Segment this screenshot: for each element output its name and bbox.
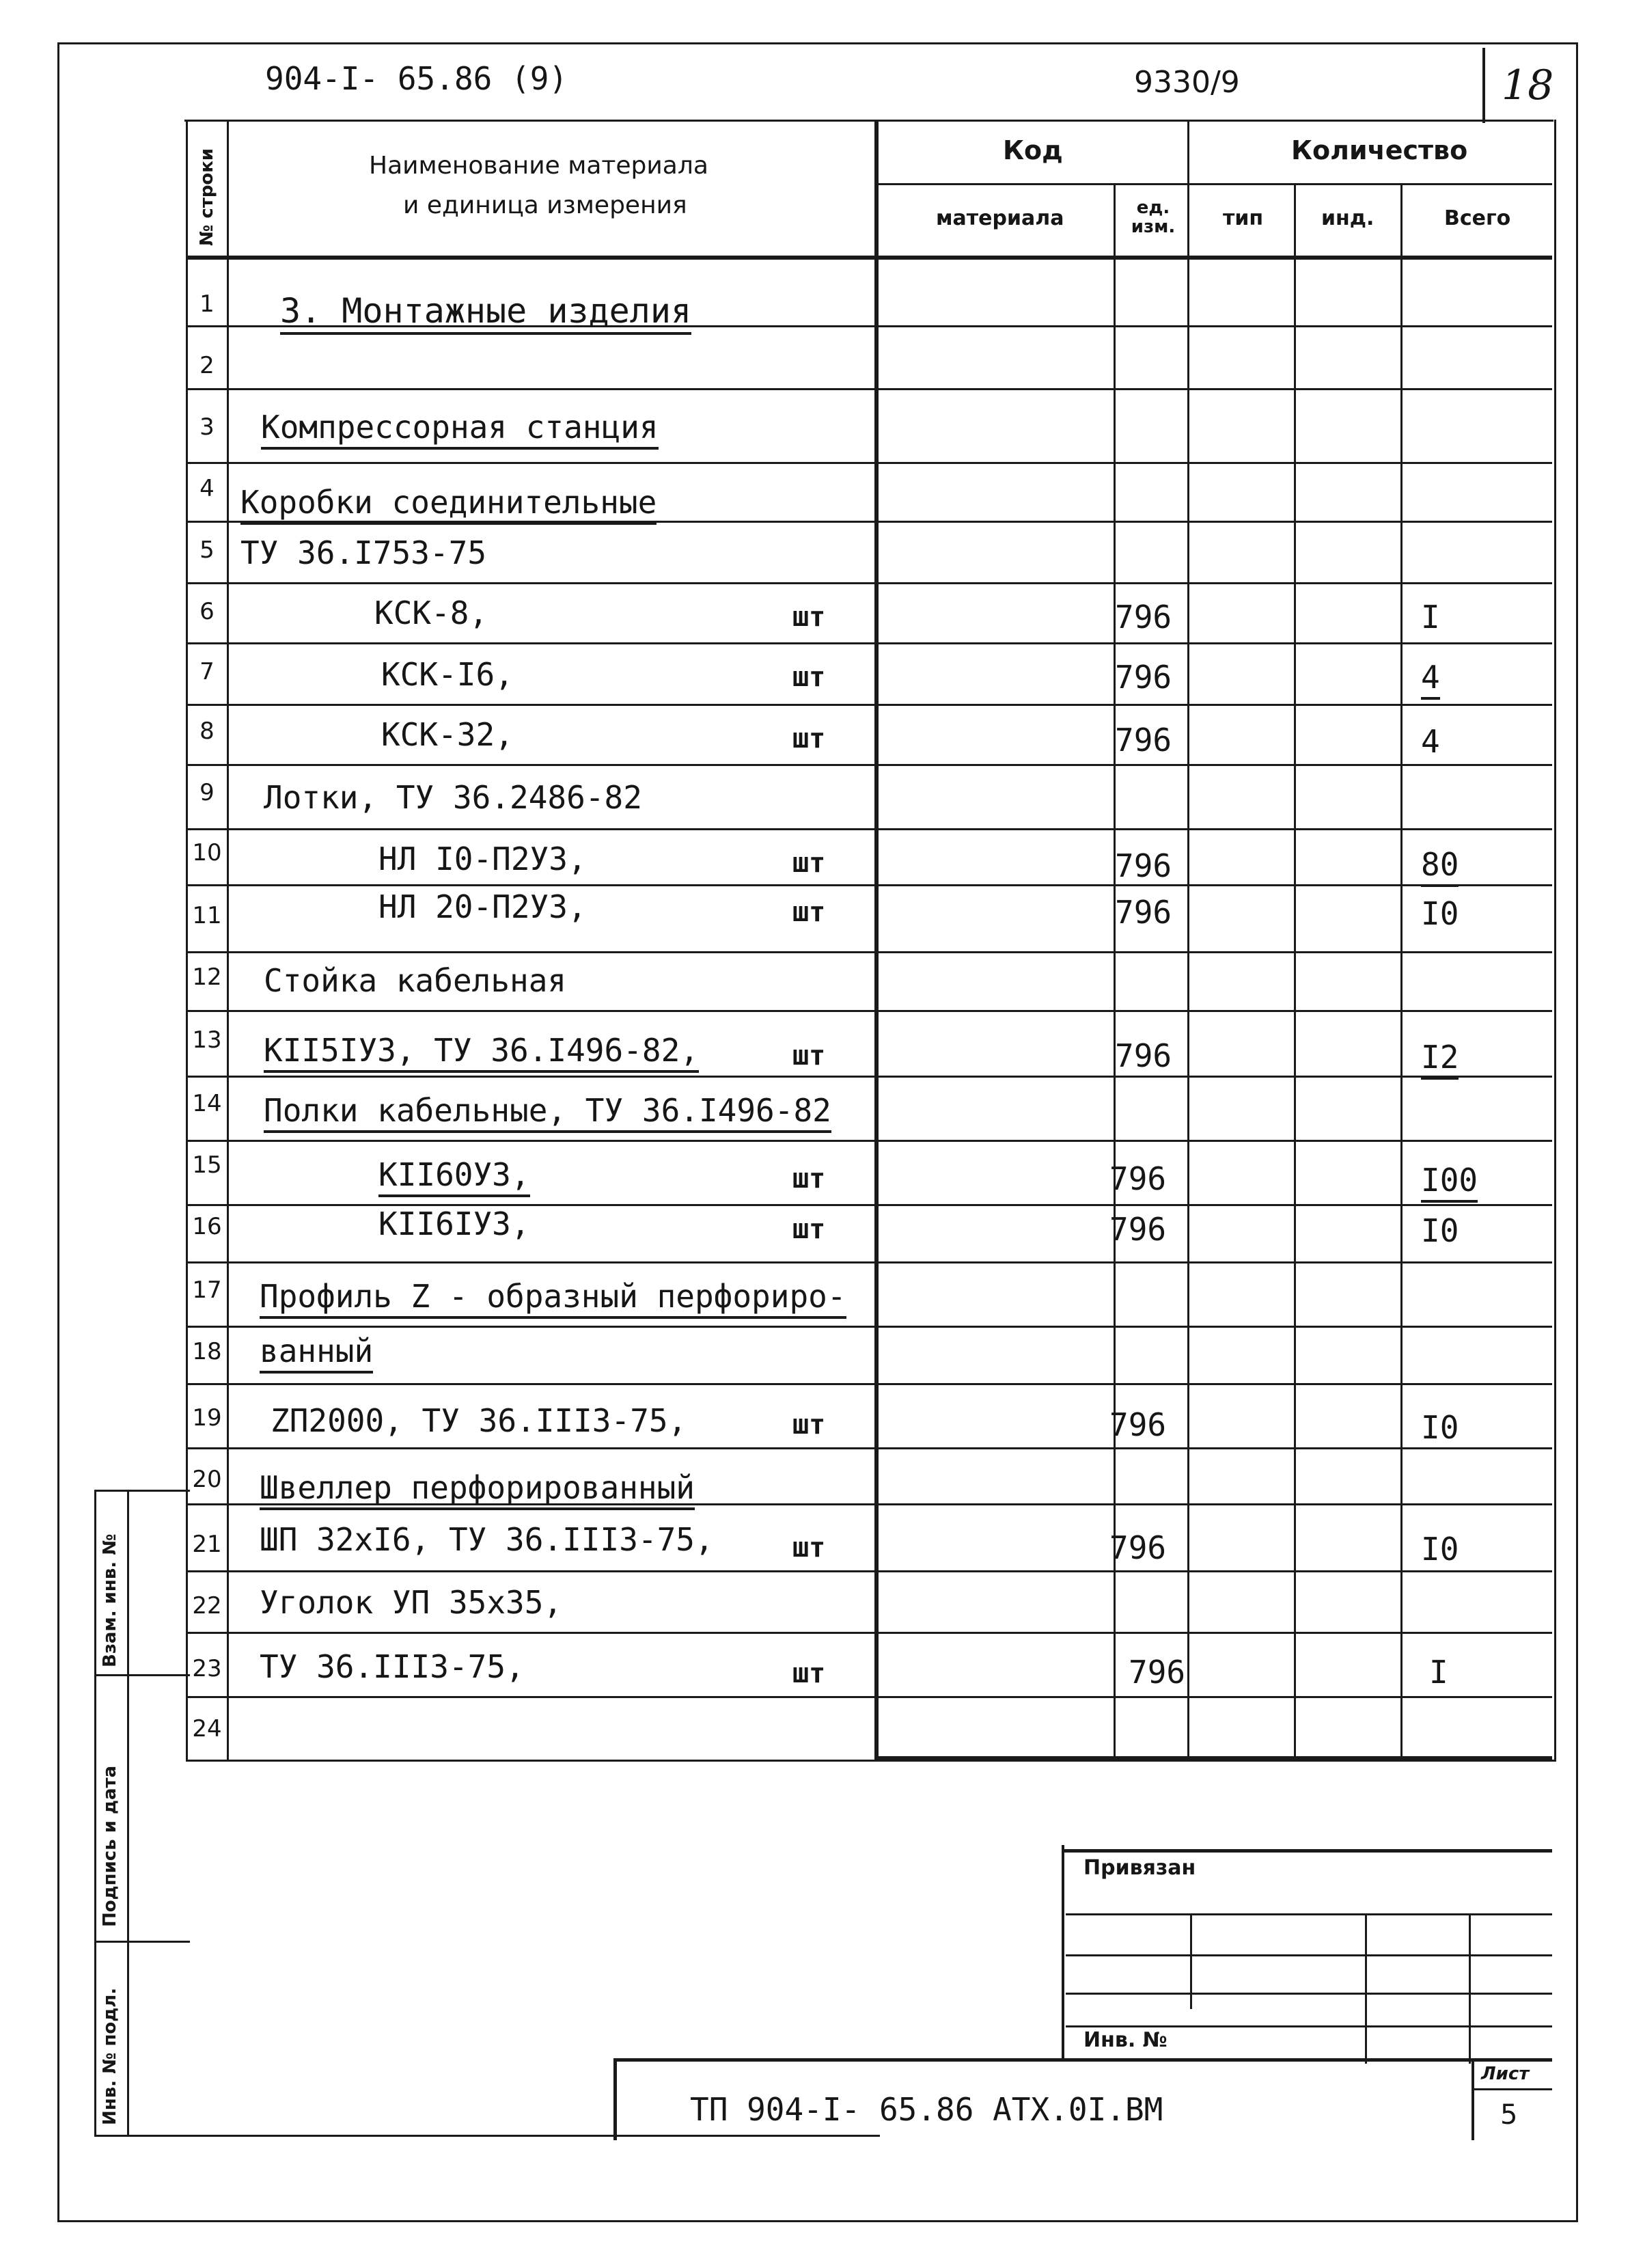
row-rule — [186, 1570, 1552, 1572]
row-rule — [186, 1261, 1552, 1263]
row-number: 20 — [192, 1466, 222, 1493]
row-rule — [186, 388, 1552, 390]
row-name: Компрессорная станция — [261, 409, 659, 446]
row-unit: шт — [792, 1409, 826, 1440]
document-designation: ТП 904-I- 65.86 АТХ.0I.ВМ — [690, 2091, 1163, 2128]
side-strip-top — [94, 1490, 190, 1492]
row-name: КII5IУ3, ТУ 36.I496-82, — [264, 1032, 699, 1069]
row-name: Полки кабельные, ТУ 36.I496-82 — [264, 1092, 831, 1129]
row-name: 3. Монтажные изделия — [280, 291, 691, 331]
col-code-divider — [1114, 185, 1116, 1760]
inv-no-label: Инв. № — [1083, 2028, 1168, 2052]
row-unit-code: 796 — [1109, 1406, 1167, 1443]
row-name: ванный — [260, 1333, 373, 1369]
row-name: КII6IУ3, — [378, 1205, 530, 1242]
title-sheet-rule — [1472, 2088, 1552, 2090]
quantity-type-header: тип — [1223, 206, 1264, 230]
quantity-ind-header: инд. — [1321, 206, 1375, 230]
row-number: 16 — [192, 1213, 222, 1240]
binding-vdiv-1 — [1190, 1913, 1192, 2009]
row-total: I0 — [1421, 1212, 1459, 1249]
row-number: 12 — [192, 964, 222, 991]
row-number: 9 — [199, 779, 215, 806]
row-total: I — [1429, 1654, 1448, 1691]
row-unit-code: 796 — [1115, 599, 1172, 636]
row-unit: шт — [792, 1658, 826, 1689]
row-name: ШП 32хI6, ТУ 36.III3-75, — [260, 1521, 714, 1558]
row-number: 17 — [192, 1276, 222, 1304]
row-number: 5 — [199, 536, 215, 564]
row-name: Швеллер перфорированный — [260, 1469, 695, 1506]
row-unit: шт — [792, 661, 826, 693]
row-number: 1 — [199, 290, 215, 318]
row-number-header: № строки — [197, 148, 217, 246]
binding-rule-1 — [1066, 1913, 1552, 1915]
binding-rule-3 — [1066, 1993, 1552, 1995]
row-name: НЛ I0-П2У3, — [378, 841, 587, 877]
binding-vdiv-2 — [1365, 1913, 1367, 2064]
row-number: 11 — [192, 902, 222, 929]
row-unit: шт — [792, 1532, 826, 1563]
row-rule — [186, 1010, 1552, 1012]
row-total: I2 — [1421, 1039, 1459, 1076]
doc-code: 904-I- 65.86 (9) — [265, 60, 568, 97]
row-number: 2 — [199, 352, 215, 379]
table-bottom-rule — [874, 1756, 1552, 1760]
code-unit-header: ед. изм. — [1131, 197, 1176, 237]
row-name: Стойка кабельная — [264, 962, 567, 999]
row-number: 10 — [192, 839, 222, 866]
row-name: НЛ 20-П2У3, — [378, 888, 587, 925]
row-total: I — [1421, 599, 1440, 636]
row-number: 14 — [192, 1090, 222, 1117]
page-number-handwritten: 18 — [1502, 62, 1554, 109]
row-rule — [186, 884, 1552, 886]
row-total: 4 — [1421, 659, 1440, 696]
side-strip-outer-line — [94, 1490, 96, 2136]
binding-top — [1062, 1849, 1552, 1853]
row-number: 19 — [192, 1404, 222, 1432]
col-unit-divider — [1187, 120, 1189, 1760]
row-unit: шт — [792, 847, 826, 879]
row-rule — [186, 1447, 1552, 1449]
row-name: КСК-32, — [381, 716, 514, 753]
row-name: КСК-I6, — [381, 656, 514, 693]
row-unit: шт — [792, 1040, 826, 1071]
code-material-header: материала — [936, 206, 1064, 230]
inv-podl-label: Инв. № подл. — [100, 1987, 120, 2125]
spec-table-frame — [186, 120, 1556, 1762]
row-total: I00 — [1421, 1162, 1478, 1199]
header-bottom-rule — [186, 256, 1552, 260]
row-unit-code: 796 — [1109, 1160, 1167, 1197]
row-unit-code: 796 — [1109, 1211, 1167, 1248]
name-header-line1: Наименование материала — [369, 152, 708, 180]
row-rule — [186, 704, 1552, 706]
row-number: 3 — [199, 413, 215, 441]
row-unit-code: 796 — [1109, 1529, 1167, 1566]
row-unit-code: 796 — [1115, 659, 1172, 696]
col-name-divider — [874, 120, 879, 1760]
row-total: 4 — [1421, 723, 1440, 760]
title-block-top — [613, 2058, 1552, 2062]
row-number: 8 — [199, 718, 215, 745]
col-ind-divider — [1400, 185, 1403, 1760]
row-unit-code: 796 — [1115, 847, 1172, 884]
row-name: ZП2000, ТУ 36.III3-75, — [271, 1402, 687, 1439]
row-unit: шт — [792, 723, 826, 754]
row-name: ТУ 36.III3-75, — [260, 1648, 525, 1685]
row-name: КII60У3, — [378, 1156, 530, 1193]
binding-rule-4 — [1066, 2025, 1552, 2027]
row-number: 22 — [192, 1592, 222, 1620]
row-total: I0 — [1421, 1531, 1459, 1568]
code-header: Код — [1003, 135, 1063, 165]
row-name: КСК-8, — [374, 595, 488, 631]
row-name: Уголок УП 35х35, — [260, 1584, 563, 1621]
row-number: 24 — [192, 1715, 222, 1743]
row-unit: шт — [792, 1214, 826, 1245]
row-unit-code: 796 — [1115, 722, 1172, 759]
row-total: I0 — [1421, 895, 1459, 932]
row-unit-code: 796 — [1115, 894, 1172, 931]
row-rule — [186, 1696, 1552, 1698]
row-total: 80 — [1421, 846, 1459, 883]
row-rule — [186, 1632, 1552, 1634]
row-number: 18 — [192, 1338, 222, 1365]
row-rule — [186, 582, 1552, 584]
title-sheet-divider — [1472, 2058, 1474, 2140]
row-rule — [186, 1326, 1552, 1328]
row-name: Коробки соединительные — [240, 484, 657, 521]
row-rule — [186, 828, 1552, 830]
quantity-header: Количество — [1291, 135, 1468, 165]
row-total: I0 — [1421, 1409, 1459, 1446]
side-strip-bottom — [94, 2135, 880, 2137]
row-rule — [186, 764, 1552, 766]
archive-number: 9330/9 — [1134, 65, 1240, 100]
row-number: 23 — [192, 1655, 222, 1682]
row-unit-code: 796 — [1129, 1654, 1186, 1691]
side-strip-div2 — [94, 1941, 190, 1943]
binding-vdiv-3 — [1469, 1913, 1471, 2064]
podpis-data-label: Подпись и дата — [100, 1765, 120, 1927]
row-unit: шт — [792, 1163, 826, 1194]
row-number: 13 — [192, 1026, 222, 1054]
row-number: 7 — [199, 658, 215, 685]
title-block-left — [613, 2058, 617, 2140]
col-rowno-divider — [227, 120, 229, 1760]
binding-rule-2 — [1066, 1954, 1552, 1956]
row-number: 6 — [199, 598, 215, 625]
page-number-divider — [1482, 48, 1485, 123]
row-unit-code: 796 — [1115, 1037, 1172, 1074]
row-number: 21 — [192, 1531, 222, 1558]
row-number: 4 — [199, 475, 215, 502]
privyazan-label: Привязан — [1083, 1856, 1196, 1880]
row-name: Профиль Z - образный перфориро- — [260, 1278, 846, 1315]
row-name: Лотки, ТУ 36.2486-82 — [264, 779, 642, 816]
row-name: ТУ 36.I753-75 — [240, 534, 487, 571]
vzam-inv-label: Взам. инв. № — [100, 1533, 120, 1667]
binding-left-border — [1062, 1845, 1064, 2061]
row-rule — [186, 642, 1552, 644]
name-header-line2: и единица измерения — [403, 191, 687, 219]
row-rule — [186, 951, 1552, 953]
row-number: 15 — [192, 1151, 222, 1179]
row-rule — [186, 1140, 1552, 1142]
sheet-number: 5 — [1500, 2099, 1518, 2131]
side-strip-div1 — [94, 1674, 190, 1676]
quantity-total-header: Всего — [1444, 206, 1511, 230]
side-strip-inner-line — [127, 1490, 129, 2136]
row-rule — [186, 1383, 1552, 1385]
code-subheader-rule — [879, 183, 1552, 185]
row-unit: шт — [792, 897, 826, 928]
row-rule — [186, 1076, 1552, 1078]
row-unit: шт — [792, 601, 826, 633]
sheet-label: Лист — [1481, 2064, 1530, 2084]
row-rule — [186, 462, 1552, 464]
col-type-divider — [1294, 185, 1296, 1760]
